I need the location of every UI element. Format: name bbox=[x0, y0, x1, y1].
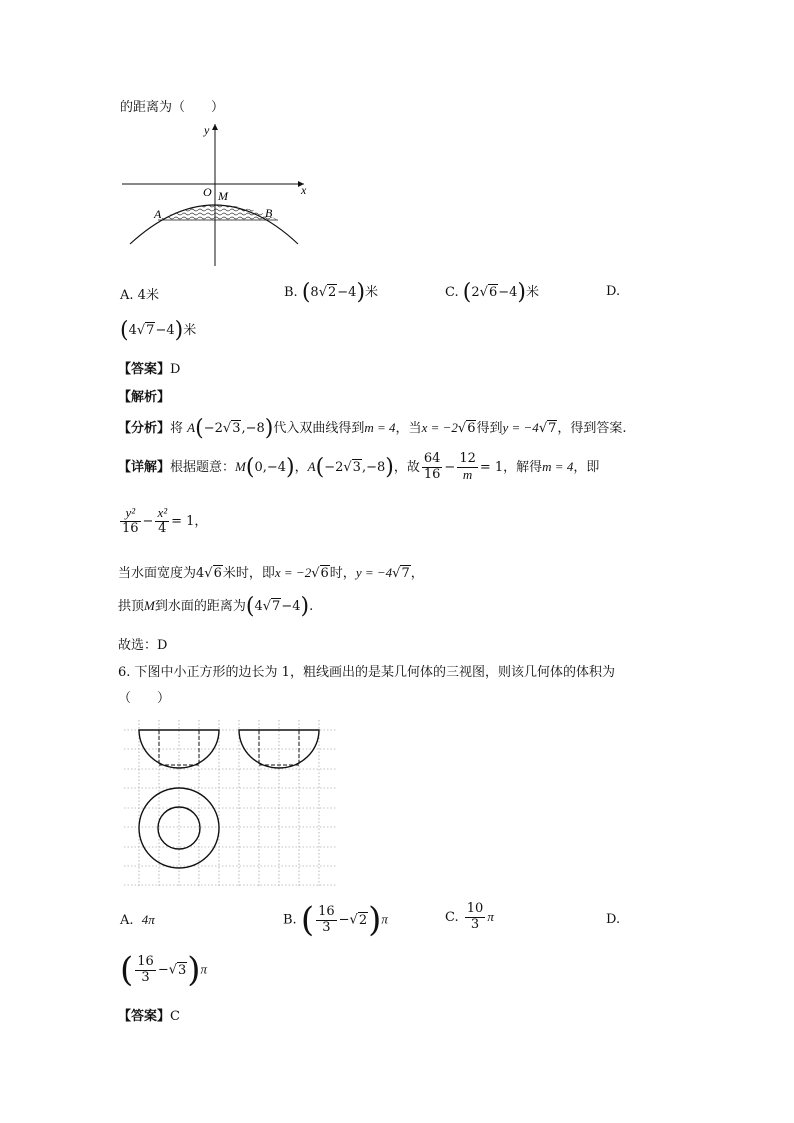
text: 得到 bbox=[476, 421, 503, 436]
option-unit: π bbox=[381, 911, 388, 927]
numerator: 16 bbox=[318, 903, 335, 919]
numerator: 10 bbox=[466, 901, 484, 916]
math: 4 bbox=[254, 599, 263, 614]
option-expr: −4 bbox=[155, 323, 175, 338]
text: 将 bbox=[170, 421, 184, 436]
denominator: 16 bbox=[423, 466, 441, 482]
fraction bbox=[422, 452, 443, 483]
option-unit: π bbox=[487, 908, 494, 924]
answer-line bbox=[118, 358, 180, 377]
y-axis-arrow-icon bbox=[212, 124, 218, 130]
fraction bbox=[120, 506, 141, 537]
top-view bbox=[139, 788, 219, 868]
numerator: 16 bbox=[137, 953, 154, 969]
q6-option-d[interactable]: ( $\frac{16}{3}$ −√3)π bbox=[120, 950, 208, 990]
option-b[interactable]: B. (8√2−4)米 bbox=[284, 280, 379, 305]
q6-answer-line bbox=[118, 1005, 180, 1024]
radicand: 3 bbox=[232, 421, 241, 436]
text: ， bbox=[194, 513, 208, 529]
text: ，即 bbox=[573, 459, 600, 475]
math: −4 bbox=[281, 599, 301, 614]
option-c[interactable]: C. (2√6−4)米 bbox=[445, 280, 539, 305]
answer-label: 【答案】 bbox=[118, 1009, 171, 1024]
water-region bbox=[158, 205, 278, 220]
q6-option-c[interactable] bbox=[445, 902, 494, 933]
math: x = −2 bbox=[421, 420, 458, 435]
radicand: 7 bbox=[401, 566, 410, 581]
solution-line-3: 当水面宽度为4√6米时，即x = −2√6时，y = −4√7， bbox=[118, 565, 424, 581]
option-d[interactable]: (4√7−4)米 bbox=[120, 318, 197, 343]
question-text: 的距离为（ ） bbox=[120, 100, 225, 115]
denominator: 3 bbox=[322, 919, 331, 935]
text: 代入双曲线得到 bbox=[273, 421, 365, 436]
math: x = −2 bbox=[274, 565, 312, 580]
denominator: 4 bbox=[158, 520, 167, 536]
numerator: x² bbox=[157, 505, 168, 520]
radicand: 2 bbox=[358, 912, 368, 928]
math-var: A bbox=[187, 420, 196, 435]
xiangjie-line: 【详解】根据题意：M(0,−4)，A(−2√3,−8)，故 $\frac{64}{16}$ − $\frac{12}{m}$ = 1，解得m = 4，即 bbox=[118, 451, 600, 482]
question-6-paren: （ ） bbox=[118, 691, 171, 706]
math-var: M bbox=[144, 598, 155, 613]
radicand: 2 bbox=[328, 285, 337, 300]
math: −2 bbox=[203, 421, 223, 436]
math: = 1 bbox=[479, 459, 504, 475]
text: ，故 bbox=[393, 459, 420, 475]
math: m = 4 bbox=[542, 458, 574, 474]
option-unit: 米 bbox=[183, 323, 197, 338]
label-x: x bbox=[301, 183, 307, 197]
fenxi-label: 【分析】 bbox=[118, 421, 171, 436]
radicand: 3 bbox=[352, 459, 361, 475]
option-a[interactable] bbox=[120, 284, 159, 303]
answer-value: C bbox=[170, 1009, 180, 1024]
option-unit: π bbox=[200, 961, 208, 977]
option-text: 4米 bbox=[137, 288, 159, 303]
option-label: A. bbox=[120, 913, 134, 928]
analysis-label: 【解析】 bbox=[118, 390, 171, 405]
q6-option-b[interactable]: B. ( $\frac{16}{3}$ −√2)π bbox=[283, 900, 388, 940]
option-expr: 4 bbox=[128, 323, 137, 338]
text: ，解得 bbox=[503, 459, 543, 475]
radicand: 7 bbox=[272, 599, 281, 614]
text: ，得到答案. bbox=[557, 421, 627, 436]
radicand: 6 bbox=[488, 285, 498, 300]
option-d-label[interactable]: D. bbox=[606, 284, 621, 299]
math: − bbox=[444, 459, 456, 475]
option-expr: 8 bbox=[310, 285, 319, 300]
option-label: B. bbox=[284, 285, 298, 300]
math: y = −4 bbox=[502, 420, 539, 435]
option-expr: −4 bbox=[337, 285, 357, 300]
answer-label: 【答案】 bbox=[118, 362, 171, 377]
option-expr: 2 bbox=[471, 285, 480, 300]
denominator: m bbox=[462, 466, 473, 482]
math: = 1 bbox=[171, 513, 195, 529]
radicand: 7 bbox=[548, 421, 557, 436]
option-label: B. bbox=[283, 912, 297, 928]
fraction bbox=[465, 902, 486, 933]
fraction bbox=[457, 452, 478, 483]
option-label: C. bbox=[445, 909, 459, 925]
text: 时， bbox=[329, 566, 356, 581]
math-var: A bbox=[307, 458, 316, 474]
radicand: 7 bbox=[146, 323, 155, 338]
text: 拱顶 bbox=[118, 599, 145, 614]
math: m = 4 bbox=[364, 420, 396, 435]
fraction bbox=[155, 506, 169, 537]
option-expr: −4 bbox=[498, 285, 518, 300]
hyperbola-equation bbox=[118, 506, 207, 537]
fraction bbox=[316, 905, 337, 936]
text: ， bbox=[410, 566, 424, 581]
fraction bbox=[135, 955, 156, 986]
numerator: 64 bbox=[423, 451, 441, 466]
numerator: 12 bbox=[459, 451, 476, 466]
denominator: 16 bbox=[122, 520, 139, 536]
label-a: A bbox=[154, 207, 162, 221]
solution-line-4: 拱顶M到水面的距离为(4√7−4). bbox=[118, 594, 314, 619]
math: −2 bbox=[324, 459, 344, 475]
label-m: M bbox=[218, 189, 228, 203]
xiangjie-label: 【详解】 bbox=[118, 459, 171, 475]
choice-line: 故选：D bbox=[118, 638, 168, 653]
label-b: B bbox=[265, 206, 273, 220]
q6-option-d-label[interactable]: D. bbox=[606, 912, 621, 927]
text: 根据题意： bbox=[170, 459, 236, 475]
label-y: y bbox=[204, 123, 210, 137]
text: 米时，即 bbox=[222, 566, 275, 581]
math-var: M bbox=[235, 458, 246, 474]
math: − bbox=[142, 513, 154, 529]
text: ，当 bbox=[395, 421, 422, 436]
three-view-figure bbox=[124, 720, 336, 886]
math: ,−8 bbox=[361, 459, 386, 475]
math: y = −4 bbox=[355, 565, 393, 580]
label-o: O bbox=[203, 185, 212, 199]
radicand: 6 bbox=[213, 566, 222, 581]
radicand: 6 bbox=[467, 421, 476, 436]
numerator: y² bbox=[120, 506, 141, 522]
q6-option-a[interactable] bbox=[120, 912, 155, 928]
denominator: 3 bbox=[470, 916, 480, 932]
option-unit: 米 bbox=[365, 285, 379, 300]
answer-value: D bbox=[170, 362, 181, 377]
option-label: C. bbox=[445, 285, 459, 300]
text: 当水面宽度为 bbox=[118, 566, 197, 581]
text: . bbox=[309, 599, 314, 614]
radicand: 6 bbox=[320, 566, 329, 581]
option-text: 4π bbox=[141, 912, 155, 927]
text: 到水面的距离为 bbox=[154, 599, 246, 614]
text: ， bbox=[294, 459, 308, 475]
math: 0,−4 bbox=[254, 459, 287, 475]
math: ,−8 bbox=[241, 421, 265, 436]
radicand: 3 bbox=[178, 962, 187, 978]
option-unit: 米 bbox=[525, 285, 539, 300]
question-6-stem: 6. 下图中小正方形的边长为 1，粗线画出的是某几何体的三视图，则该几何体的体积为 bbox=[118, 665, 615, 680]
parabola-figure bbox=[118, 120, 318, 270]
math: 4 bbox=[196, 566, 205, 581]
denominator: 3 bbox=[141, 969, 150, 985]
fenxi-line: 【分析】将 A(−2√3,−8)代入双曲线得到m = 4，当x = −2√6得到y = −4√7，得到答案. bbox=[118, 416, 627, 441]
option-label: A. bbox=[120, 288, 134, 303]
